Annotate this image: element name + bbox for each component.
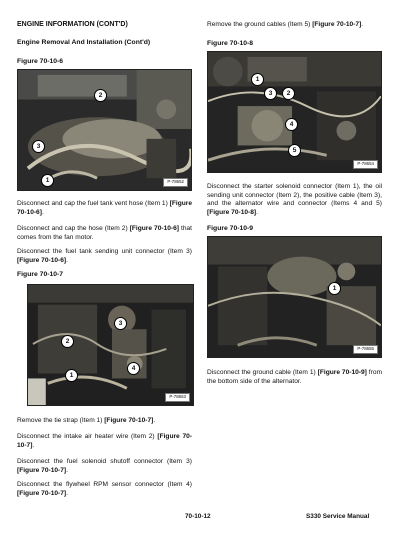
callout-3: 3 xyxy=(114,317,127,330)
alternator-ground-photo xyxy=(208,237,381,357)
callout-4: 4 xyxy=(127,362,140,375)
figure-label-70-10-8: Figure 70-10-8 xyxy=(207,40,254,47)
engine-fuel-tank-photo xyxy=(18,70,191,190)
photo-number: P-78655 xyxy=(353,345,378,354)
paragraph-starter-solenoid: Disconnect the starter solenoid connector (Item 1), the oil sending unit connector (Item 2), the positive cable (Item 3), and the alternator wire and connector (Items 4 and 5) [Figure 70-10-8]. xyxy=(207,183,382,217)
photo-number: P-78652 xyxy=(163,178,188,187)
paragraph-ground-cables: Remove the ground cables (Item 5) [Figure 70-10-7]. xyxy=(207,21,364,28)
figure-reference: [Figure 70-10-6] xyxy=(129,225,179,232)
callout-2: 2 xyxy=(282,87,295,100)
figure-reference: [Figure 70-10-7] xyxy=(17,489,67,497)
callout-1: 1 xyxy=(251,73,264,86)
page-number: 70-10-12 xyxy=(185,513,211,520)
figure-label-70-10-6: Figure 70-10-6 xyxy=(17,58,64,65)
section-title: ENGINE INFORMATION (CONT'D) xyxy=(17,21,128,28)
paragraph-sending-unit: Disconnect the fuel tank sending unit connector (Item 3) [Figure 70-10-6]. xyxy=(17,248,192,264)
callout-2: 2 xyxy=(94,89,107,102)
photo-number: P-78653 xyxy=(165,393,190,402)
figure-reference: [Figure 70-10-7] xyxy=(104,417,154,424)
callout-1: 1 xyxy=(65,369,78,382)
figure-label-70-10-7: Figure 70-10-7 xyxy=(17,271,64,278)
figure-70-10-6-photo xyxy=(17,69,192,191)
figure-70-10-9-photo xyxy=(207,236,382,358)
paragraph-tie-strap: Remove the tie strap (Item 1) [Figure 70-10-7]. xyxy=(17,417,156,424)
callout-1: 1 xyxy=(41,174,54,187)
figure-label-70-10-9: Figure 70-10-9 xyxy=(207,225,254,232)
paragraph-heater-wire: Disconnect the intake air heater wire (Item 2) [Figure 70-10-7]. xyxy=(17,433,192,449)
figure-reference: [Figure 70-10-9] xyxy=(317,369,367,376)
paragraph-fan-hose: Disconnect and cap the hose (Item 2) [Figure 70-10-6] that comes from the fan motor. xyxy=(17,225,192,241)
figure-reference: [Figure 70-10-7] xyxy=(312,21,362,28)
figure-reference: [Figure 70-10-8] xyxy=(207,209,257,217)
callout-3: 3 xyxy=(32,140,45,153)
paragraph-fuel-solenoid: Disconnect the fuel solenoid shutoff connector (Item 3) [Figure 70-10-7]. xyxy=(17,458,192,474)
paragraph-rpm-sensor: Disconnect the flywheel RPM sensor connector (Item 4) [Figure 70-10-7]. xyxy=(17,481,192,497)
photo-number: P-78654 xyxy=(353,160,378,169)
callout-1: 1 xyxy=(328,282,341,295)
figure-70-10-7-photo xyxy=(27,284,194,406)
subsection-title: Engine Removal And Installation (Cont'd) xyxy=(17,39,151,46)
paragraph-ground-cable: Disconnect the ground cable (Item 1) [Figure 70-10-9] from the bottom side of the alternator. xyxy=(207,369,382,385)
figure-reference: [Figure 70-10-6] xyxy=(17,200,192,216)
callout-3: 3 xyxy=(264,87,277,100)
callout-2: 2 xyxy=(61,335,74,348)
paragraph-vent-hose: Disconnect and cap the fuel tank vent hose (Item 1) [Figure 70-10-6]. xyxy=(17,200,192,216)
figure-reference: [Figure 70-10-6] xyxy=(17,256,67,264)
figure-reference: [Figure 70-10-7] xyxy=(17,466,67,474)
engine-block-photo xyxy=(28,285,193,405)
manual-title: S330 Service Manual xyxy=(306,513,370,520)
figure-70-10-8-photo xyxy=(207,51,382,173)
callout-4: 4 xyxy=(285,118,298,131)
figure-reference: [Figure 70-10-7] xyxy=(17,433,192,449)
callout-5: 5 xyxy=(288,144,301,157)
